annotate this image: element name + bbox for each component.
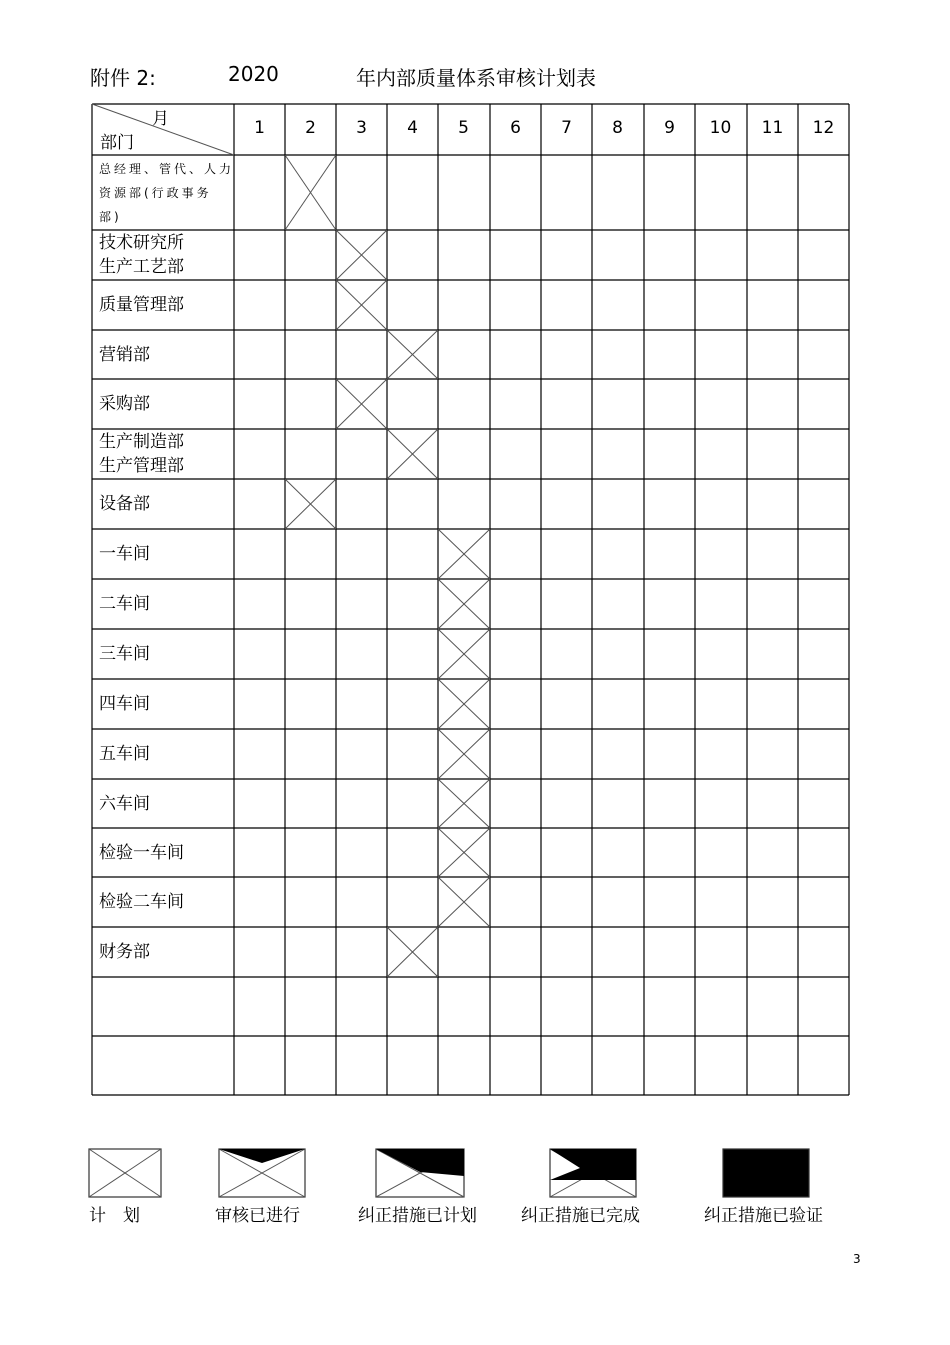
row-label: 总经理、管代、人力 bbox=[99, 161, 235, 176]
row-label: 四车间 bbox=[99, 694, 150, 714]
row-label: 五车间 bbox=[99, 744, 150, 764]
row-label: 检验一车间 bbox=[99, 842, 184, 863]
month-header-3: 3 bbox=[356, 118, 367, 138]
month-header-4: 4 bbox=[407, 118, 418, 138]
legend-label: 审核已进行 bbox=[215, 1206, 300, 1226]
month-header-10: 10 bbox=[709, 118, 732, 138]
title-year: 2020 bbox=[228, 62, 279, 86]
month-header-8: 8 bbox=[612, 118, 623, 138]
title-main: 年内部质量体系审核计划表 bbox=[356, 66, 596, 90]
row-label: 生产制造部 bbox=[99, 432, 184, 452]
row-label: 部) bbox=[99, 209, 122, 224]
row-label: 质量管理部 bbox=[99, 295, 184, 315]
row-label: 生产工艺部 bbox=[99, 257, 184, 277]
row-label: 技术研究所 bbox=[99, 233, 184, 253]
title-prefix: 附件 2: bbox=[90, 66, 156, 90]
page-number: 3 bbox=[853, 1252, 861, 1266]
row-label: 资源部(行政事务 bbox=[99, 185, 212, 200]
row-label: 财务部 bbox=[99, 942, 150, 962]
month-header-1: 1 bbox=[254, 118, 265, 138]
row-label: 三车间 bbox=[99, 644, 150, 664]
month-header-12: 12 bbox=[812, 118, 835, 138]
month-header-6: 6 bbox=[510, 118, 521, 138]
legend-fill-shape bbox=[420, 1149, 464, 1176]
legend-label: 纠正措施已完成 bbox=[521, 1206, 640, 1226]
month-header-9: 9 bbox=[664, 118, 675, 138]
header-month-label: 月 bbox=[152, 109, 169, 129]
row-label: 生产管理部 bbox=[99, 456, 184, 476]
month-header-11: 11 bbox=[761, 118, 784, 138]
row-label: 设备部 bbox=[99, 494, 150, 514]
row-label: 一车间 bbox=[99, 544, 150, 564]
row-label: 营销部 bbox=[99, 344, 150, 365]
month-header-7: 7 bbox=[561, 118, 572, 138]
legend-label: 纠正措施已计划 bbox=[358, 1206, 477, 1226]
row-label: 检验二车间 bbox=[99, 892, 184, 912]
month-header-5: 5 bbox=[458, 118, 469, 138]
row-label: 采购部 bbox=[99, 394, 150, 414]
legend-label: 纠正措施已验证 bbox=[704, 1206, 823, 1226]
month-header-2: 2 bbox=[305, 118, 316, 138]
row-label: 六车间 bbox=[99, 793, 150, 814]
row-label: 二车间 bbox=[99, 594, 150, 614]
legend-verified-symbol bbox=[723, 1149, 809, 1197]
legend-label: 计 划 bbox=[89, 1206, 140, 1226]
header-dept-label: 部门 bbox=[100, 133, 134, 153]
